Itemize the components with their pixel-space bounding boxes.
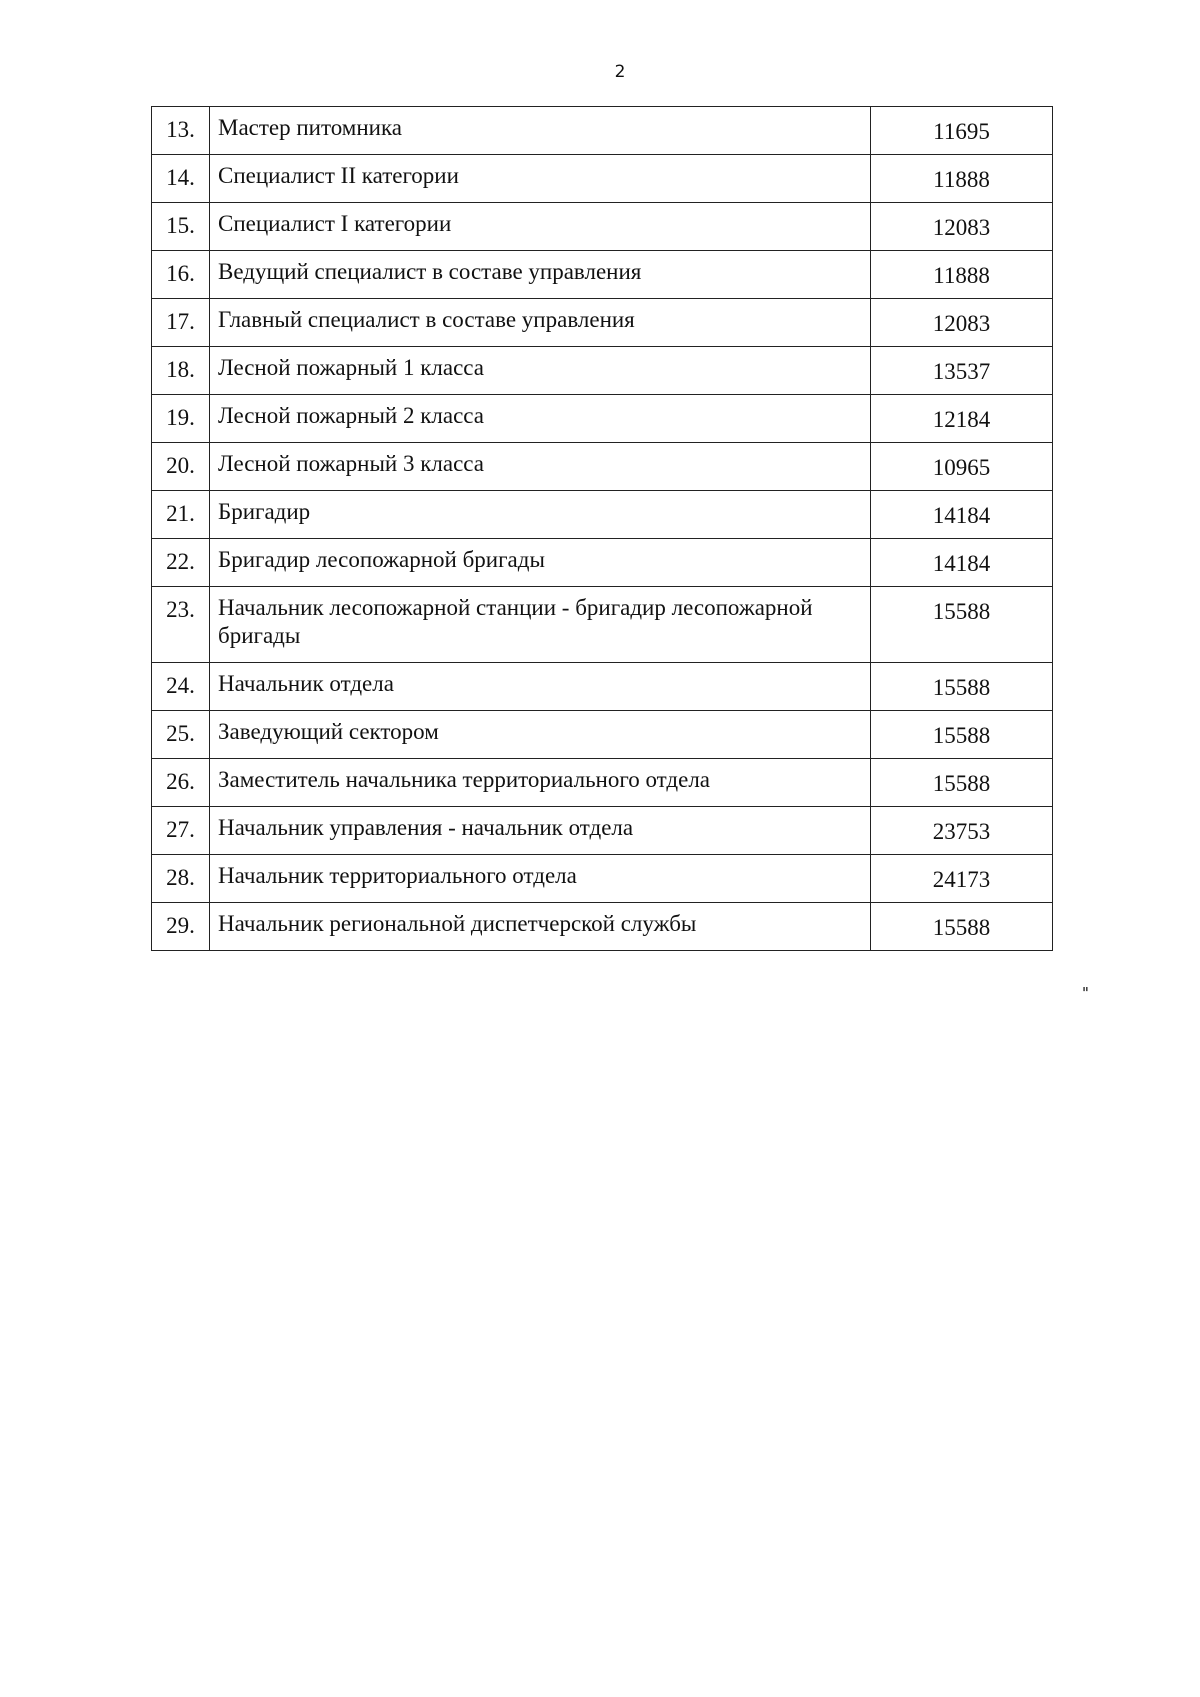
table-row [152, 395, 1053, 443]
table-row [152, 203, 1053, 251]
closing-quote-mark: " [1082, 984, 1089, 1002]
table-row [152, 107, 1053, 155]
salary-value: 23753 [871, 807, 1053, 855]
position-name-text: Специалист I категории [218, 211, 452, 236]
row-number: 26. [152, 759, 210, 807]
row-number: 20. [152, 443, 210, 491]
row-number: 24. [152, 663, 210, 711]
position-name [210, 855, 871, 903]
salary-value: 24173 [871, 855, 1053, 903]
position-name [210, 443, 871, 491]
table-row [152, 587, 1053, 663]
table-row [152, 807, 1053, 855]
position-name [210, 107, 871, 155]
position-name [210, 903, 871, 951]
salary-value: 10965 [871, 443, 1053, 491]
position-name [210, 663, 871, 711]
salary-value: 11888 [871, 155, 1053, 203]
table-row [152, 491, 1053, 539]
position-name [210, 395, 871, 443]
position-name-text: Бригадир [218, 499, 311, 524]
table-row [152, 299, 1053, 347]
position-name [210, 251, 871, 299]
position-name [210, 711, 871, 759]
position-name-text: Начальник отдела [218, 671, 394, 696]
row-number: 19. [152, 395, 210, 443]
table-body [152, 107, 1053, 951]
row-number: 21. [152, 491, 210, 539]
row-number: 23. [152, 587, 210, 663]
salary-value: 15588 [871, 663, 1053, 711]
position-name [210, 299, 871, 347]
salary-value: 12083 [871, 203, 1053, 251]
position-name-text: Мастер питомника [218, 115, 403, 140]
position-name-text: Лесной пожарный 2 класса [218, 403, 484, 428]
row-number: 13. [152, 107, 210, 155]
salary-value: 13537 [871, 347, 1053, 395]
salary-value: 12184 [871, 395, 1053, 443]
position-name [210, 347, 871, 395]
row-number: 15. [152, 203, 210, 251]
table-row [152, 443, 1053, 491]
position-name [210, 759, 871, 807]
position-name [210, 807, 871, 855]
position-name-text: Лесной пожарный 3 класса [218, 451, 484, 476]
salary-value: 15588 [871, 759, 1053, 807]
position-name [210, 587, 871, 663]
row-number: 22. [152, 539, 210, 587]
position-name-text: Начальник территориального отдела [218, 863, 577, 888]
position-name-text: Специалист II категории [218, 163, 459, 188]
row-number: 14. [152, 155, 210, 203]
salary-value: 14184 [871, 491, 1053, 539]
position-name-text: Начальник региональной диспетчерской службы [218, 911, 697, 936]
row-number: 29. [152, 903, 210, 951]
row-number: 28. [152, 855, 210, 903]
table-row [152, 711, 1053, 759]
position-name [210, 203, 871, 251]
salary-value: 12083 [871, 299, 1053, 347]
page-number: 2 [614, 62, 626, 82]
salary-value: 11888 [871, 251, 1053, 299]
row-number: 16. [152, 251, 210, 299]
table-row [152, 903, 1053, 951]
position-name [210, 491, 871, 539]
row-number: 25. [152, 711, 210, 759]
salary-value: 14184 [871, 539, 1053, 587]
table-row [152, 663, 1053, 711]
position-name-text: Заместитель начальника территориального отдела [218, 767, 711, 792]
salary-value: 11695 [871, 107, 1053, 155]
position-name-text: Лесной пожарный 1 класса [218, 355, 484, 380]
row-number: 27. [152, 807, 210, 855]
position-name [210, 155, 871, 203]
position-name-text: Бригадир лесопожарной бригады [218, 547, 545, 572]
table-row [152, 759, 1053, 807]
table-row [152, 347, 1053, 395]
position-name-text: Начальник лесопожарной станции - бригадир лесопожарной бригады [218, 595, 813, 648]
salary-value: 15588 [871, 587, 1053, 663]
position-name-text: Начальник управления - начальник отдела [218, 815, 634, 840]
position-name-text: Заведующий сектором [218, 719, 439, 744]
salary-value: 15588 [871, 903, 1053, 951]
salary-value: 15588 [871, 711, 1053, 759]
salary-table [151, 106, 1053, 951]
position-name-text: Главный специалист в составе управления [218, 307, 635, 332]
row-number: 17. [152, 299, 210, 347]
table-row [152, 855, 1053, 903]
position-name-text: Ведущий специалист в составе управления [218, 259, 642, 284]
row-number: 18. [152, 347, 210, 395]
table-row [152, 539, 1053, 587]
table-row [152, 155, 1053, 203]
table-row [152, 251, 1053, 299]
position-name [210, 539, 871, 587]
